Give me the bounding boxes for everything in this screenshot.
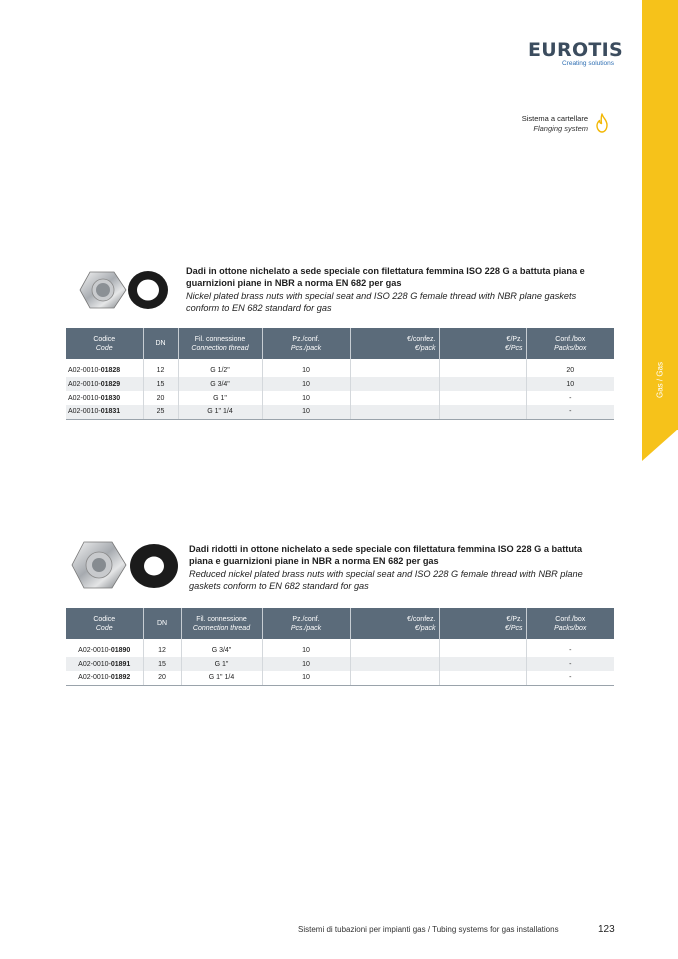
product-title-en: Nickel plated brass nuts with special seat and ISO 228 G female thread with NBR plane gaskets conform to EN 682 standard for gas xyxy=(186,291,577,313)
cell-price-pack xyxy=(350,377,439,391)
product-title-2 xyxy=(189,543,607,592)
col-header-thread: Fil. connessione Connection thread xyxy=(181,608,262,639)
col-header-code: Codice Code xyxy=(66,608,143,639)
cell-dn: 12 xyxy=(143,363,178,377)
cell-code: A02-0010-01828 xyxy=(66,363,143,377)
system-label-it: Sistema a cartellare xyxy=(521,114,588,123)
table-header-row xyxy=(66,608,614,639)
product-title-it: Dadi in ottone nichelato a sede speciale con filettatura femmina ISO 228 G a battuta piana e guarnizioni piane in NBR a norma EN 682 per gas xyxy=(186,266,585,288)
cell-thread: G 1" xyxy=(181,657,262,671)
brand-name: EUROTIS xyxy=(528,39,624,61)
cell-thread: G 1/2" xyxy=(178,363,262,377)
table-row xyxy=(66,377,614,391)
product-section-1 xyxy=(66,262,614,427)
cell-code: A02-0010-01892 xyxy=(66,671,143,685)
flame-icon xyxy=(594,112,610,134)
cell-thread: G 3/4" xyxy=(178,377,262,391)
side-tab-tip xyxy=(642,429,678,461)
cell-dn: 12 xyxy=(143,643,181,657)
cell-price-pack xyxy=(350,391,439,405)
cell-box: - xyxy=(526,657,614,671)
table-row xyxy=(66,405,614,419)
cell-price-pc xyxy=(439,643,526,657)
cell-price-pack xyxy=(350,671,439,685)
cell-dn: 15 xyxy=(143,377,178,391)
cell-price-pack xyxy=(350,643,439,657)
system-label-en: Flanging system xyxy=(533,124,588,133)
cell-box: 20 xyxy=(566,366,575,374)
col-header-dn: DN xyxy=(143,608,181,639)
product-title-it: Dadi ridotti in ottone nichelato a sede speciale con filettatura femmina ISO 228 G a battuta piana e guarnizioni piane in NBR a norma EN 682 per gas xyxy=(189,544,583,566)
cell-code: A02-0010-01830 xyxy=(66,391,143,405)
col-header-price-pc: €/Pz. €/Pcs xyxy=(439,328,526,359)
brand-tagline: Creating solutions xyxy=(561,60,614,67)
cell-code: A02-0010-01890 xyxy=(66,643,143,657)
product-image-nut-gasket xyxy=(78,268,174,312)
cell-pack: 10 xyxy=(262,391,350,405)
cell-dn: 20 xyxy=(143,671,181,685)
page-number: 123 xyxy=(598,924,615,935)
cell-price-pc xyxy=(439,405,526,419)
col-header-dn: DN xyxy=(143,328,178,359)
cell-code: A02-0010-01891 xyxy=(66,657,143,671)
table-row xyxy=(66,671,614,685)
product-table-2 xyxy=(66,608,614,686)
table-row xyxy=(66,391,614,405)
col-header-price-pc: €/Pz. €/Pcs xyxy=(439,608,526,639)
cell-pack: 10 xyxy=(262,671,350,685)
cell-box: - xyxy=(569,646,572,654)
table-header-row xyxy=(66,328,614,359)
cell-thread: G 3/4" xyxy=(181,643,262,657)
product-title-en: Reduced nickel plated brass nuts with special seat and ISO 228 G female thread with NBR plane gaskets conform to EN 682 standard for gas xyxy=(189,569,583,591)
cell-price-pack xyxy=(350,363,439,377)
table-row xyxy=(66,363,614,377)
cell-pack: 10 xyxy=(262,405,350,419)
table-row xyxy=(66,657,614,671)
col-header-price-pack: €/confez. €/pack xyxy=(350,328,439,359)
cell-dn: 20 xyxy=(143,391,178,405)
cell-box: 10 xyxy=(526,377,614,391)
col-header-pack: Pz./conf. Pcs./pack xyxy=(262,328,350,359)
brand-logo xyxy=(528,39,624,70)
cell-dn: 15 xyxy=(143,657,181,671)
cell-price-pc xyxy=(439,377,526,391)
page-footer-text: Sistemi di tubazioni per impianti gas / Tubing systems for gas installations xyxy=(298,925,559,934)
cell-box: - xyxy=(526,671,614,685)
system-label xyxy=(522,114,588,134)
cell-price-pc xyxy=(439,363,526,377)
cell-price-pc xyxy=(439,391,526,405)
product-section-2 xyxy=(66,538,614,688)
product-table-1 xyxy=(66,328,614,420)
cell-box: - xyxy=(526,405,614,419)
cell-price-pack xyxy=(350,657,439,671)
cell-price-pack xyxy=(350,405,439,419)
cell-pack: 10 xyxy=(262,643,350,657)
col-header-box: Conf./box Packs/box xyxy=(526,608,614,639)
cell-thread: G 1" xyxy=(178,391,262,405)
cell-code: A02-0010-01829 xyxy=(66,377,143,391)
col-header-thread: Fil. connessione Connection thread xyxy=(178,328,262,359)
cell-box: - xyxy=(569,394,572,402)
col-header-code: Codice Code xyxy=(66,328,143,359)
cell-price-pc xyxy=(439,657,526,671)
table-row xyxy=(66,643,614,657)
cell-thread: G 1" 1/4 xyxy=(178,405,262,419)
cell-pack: 10 xyxy=(262,363,350,377)
cell-code: A02-0010-01831 xyxy=(66,405,143,419)
col-header-price-pack: €/confez. €/pack xyxy=(350,608,439,639)
cell-dn: 25 xyxy=(143,405,178,419)
product-title-1 xyxy=(186,265,606,314)
cell-pack: 10 xyxy=(262,377,350,391)
col-header-pack: Pz./conf. Pcs./pack xyxy=(262,608,350,639)
cell-pack: 10 xyxy=(262,657,350,671)
cell-price-pc xyxy=(439,671,526,685)
col-header-box: Conf./box Packs/box xyxy=(526,328,614,359)
product-image-reduced-nut-gasket xyxy=(70,538,182,592)
cell-thread: G 1" 1/4 xyxy=(181,671,262,685)
side-tab-label: Gas / Gas xyxy=(655,362,665,399)
